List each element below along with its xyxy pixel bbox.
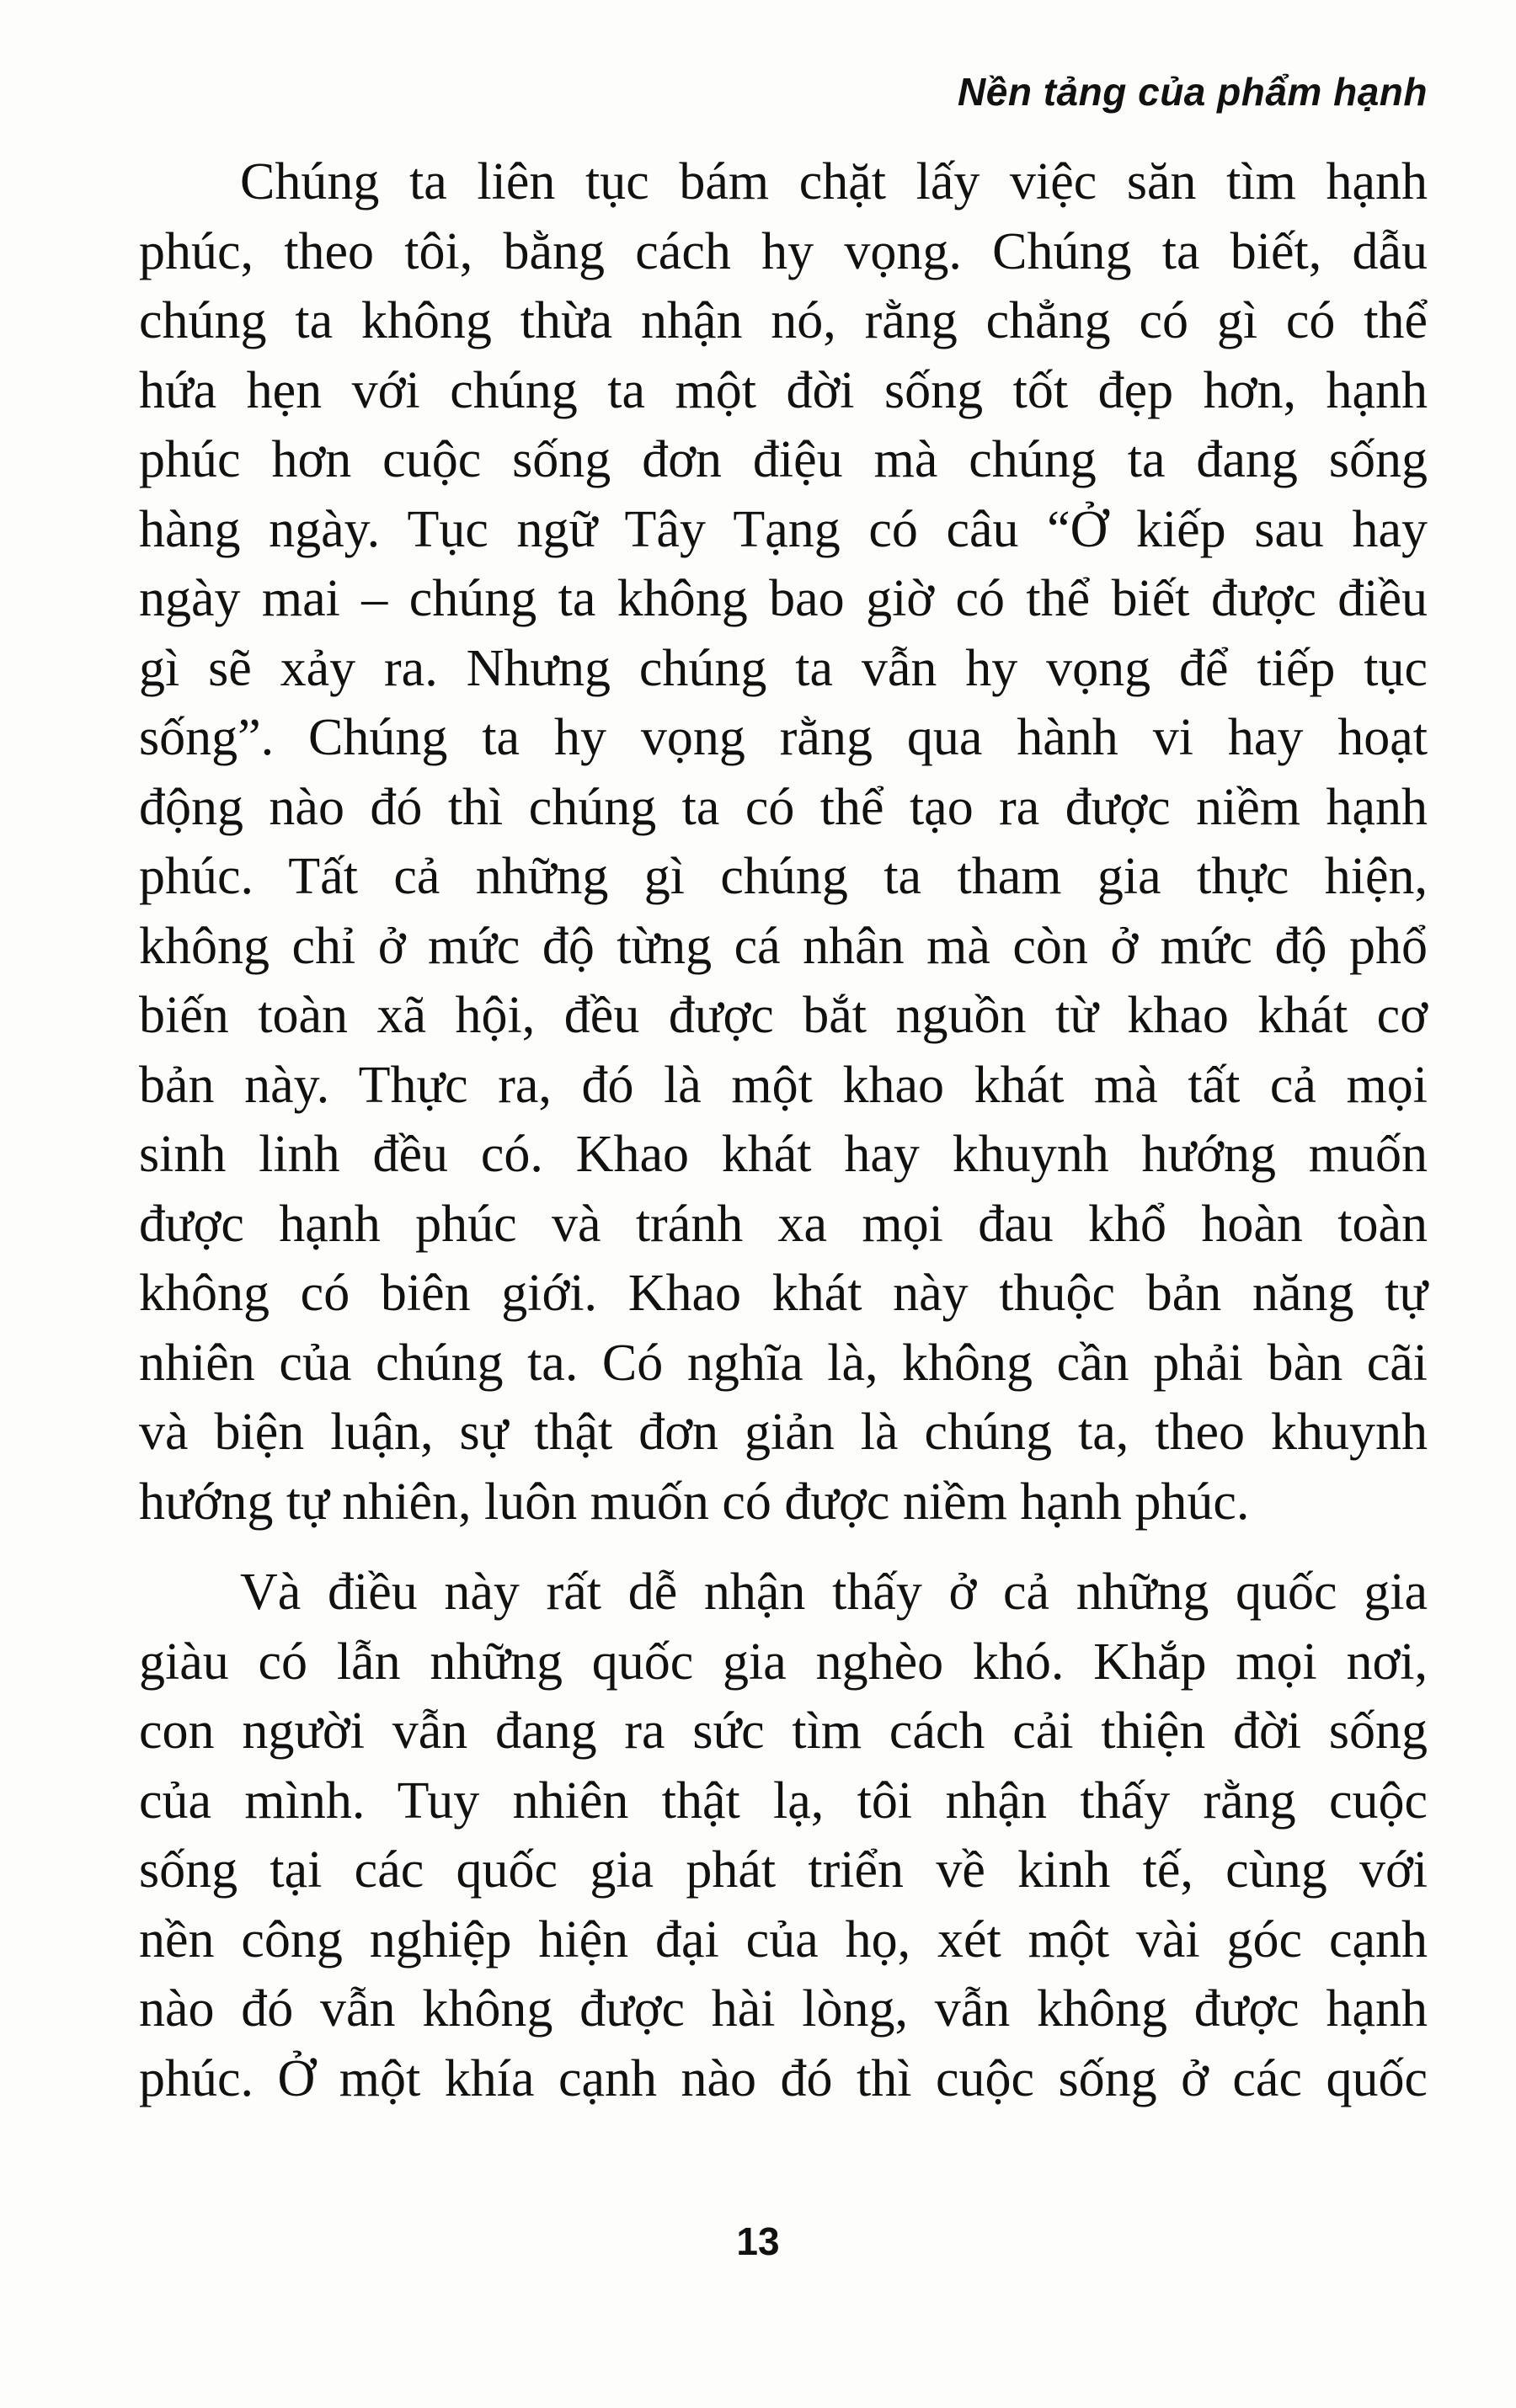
text-line: ngày mai – chúng ta không bao giờ có thể biết được điều bbox=[139, 570, 1428, 627]
body-text bbox=[139, 147, 1428, 2113]
paragraph-2 bbox=[139, 1558, 1428, 2113]
text-line: bản này. Thực ra, đó là một khao khát mà tất cả mọi bbox=[139, 1056, 1428, 1114]
text-line: con người vẫn đang ra sức tìm cách cải thiện đời sống bbox=[139, 1702, 1428, 1760]
text-line: hướng tự nhiên, luôn muốn có được niềm hạnh phúc. bbox=[139, 1473, 1250, 1531]
text-line: chúng ta không thừa nhận nó, rằng chẳng có gì có thể bbox=[139, 292, 1428, 349]
text-line: sinh linh đều có. Khao khát hay khuynh hướng muốn bbox=[139, 1126, 1428, 1183]
text-line: hàng ngày. Tục ngữ Tây Tạng có câu “Ở kiếp sau hay bbox=[139, 500, 1428, 558]
text-line: sống”. Chúng ta hy vọng rằng qua hành vi hay hoạt bbox=[139, 709, 1428, 766]
text-line: biến toàn xã hội, đều được bắt nguồn từ khao khát cơ bbox=[139, 987, 1428, 1044]
text-line: gì sẽ xảy ra. Nhưng chúng ta vẫn hy vọng để tiếp tục bbox=[139, 639, 1428, 697]
text-line: và biện luận, sự thật đơn giản là chúng ta, theo khuynh bbox=[139, 1404, 1428, 1461]
text-line: động nào đó thì chúng ta có thể tạo ra được niềm hạnh bbox=[139, 778, 1428, 836]
text-line: nào đó vẫn không được hài lòng, vẫn không được hạnh bbox=[139, 1980, 1428, 2038]
text-line: được hạnh phúc và tránh xa mọi đau khổ hoàn toàn bbox=[139, 1195, 1428, 1253]
text-line: giàu có lẫn những quốc gia nghèo khó. Khắp mọi nơi, bbox=[139, 1633, 1428, 1691]
text-line: hứa hẹn với chúng ta một đời sống tốt đẹp hơn, hạnh bbox=[139, 361, 1428, 419]
text-line: phúc, theo tôi, bằng cách hy vọng. Chúng ta biết, dẫu bbox=[139, 222, 1428, 280]
running-header: Nền tảng của phẩm hạnh bbox=[958, 70, 1428, 114]
text-line: Chúng ta liên tục bám chặt lấy việc săn tìm hạnh bbox=[240, 153, 1428, 210]
text-line: nhiên của chúng ta. Có nghĩa là, không cần phải bàn cãi bbox=[139, 1334, 1428, 1392]
text-line: nền công nghiệp hiện đại của họ, xét một vài góc cạnh bbox=[139, 1910, 1428, 1968]
text-line: phúc. Ở một khía cạnh nào đó thì cuộc sống ở các quốc bbox=[139, 2049, 1428, 2107]
text-line: phúc hơn cuộc sống đơn điệu mà chúng ta đang sống bbox=[139, 431, 1428, 488]
text-line: phúc. Tất cả những gì chúng ta tham gia thực hiện, bbox=[139, 848, 1428, 905]
text-line: không có biên giới. Khao khát này thuộc bản năng tự bbox=[139, 1265, 1428, 1322]
text-line: không chỉ ở mức độ từng cá nhân mà còn ở mức độ phổ bbox=[139, 917, 1428, 975]
text-line: của mình. Tuy nhiên thật lạ, tôi nhận thấy rằng cuộc bbox=[139, 1771, 1428, 1830]
text-line: sống tại các quốc gia phát triển về kinh tế, cùng với bbox=[139, 1841, 1428, 1899]
paragraph-1 bbox=[139, 147, 1428, 1537]
page-number: 13 bbox=[736, 2219, 780, 2263]
text-line: Và điều này rất dễ nhận thấy ở cả những quốc gia bbox=[240, 1564, 1428, 1621]
